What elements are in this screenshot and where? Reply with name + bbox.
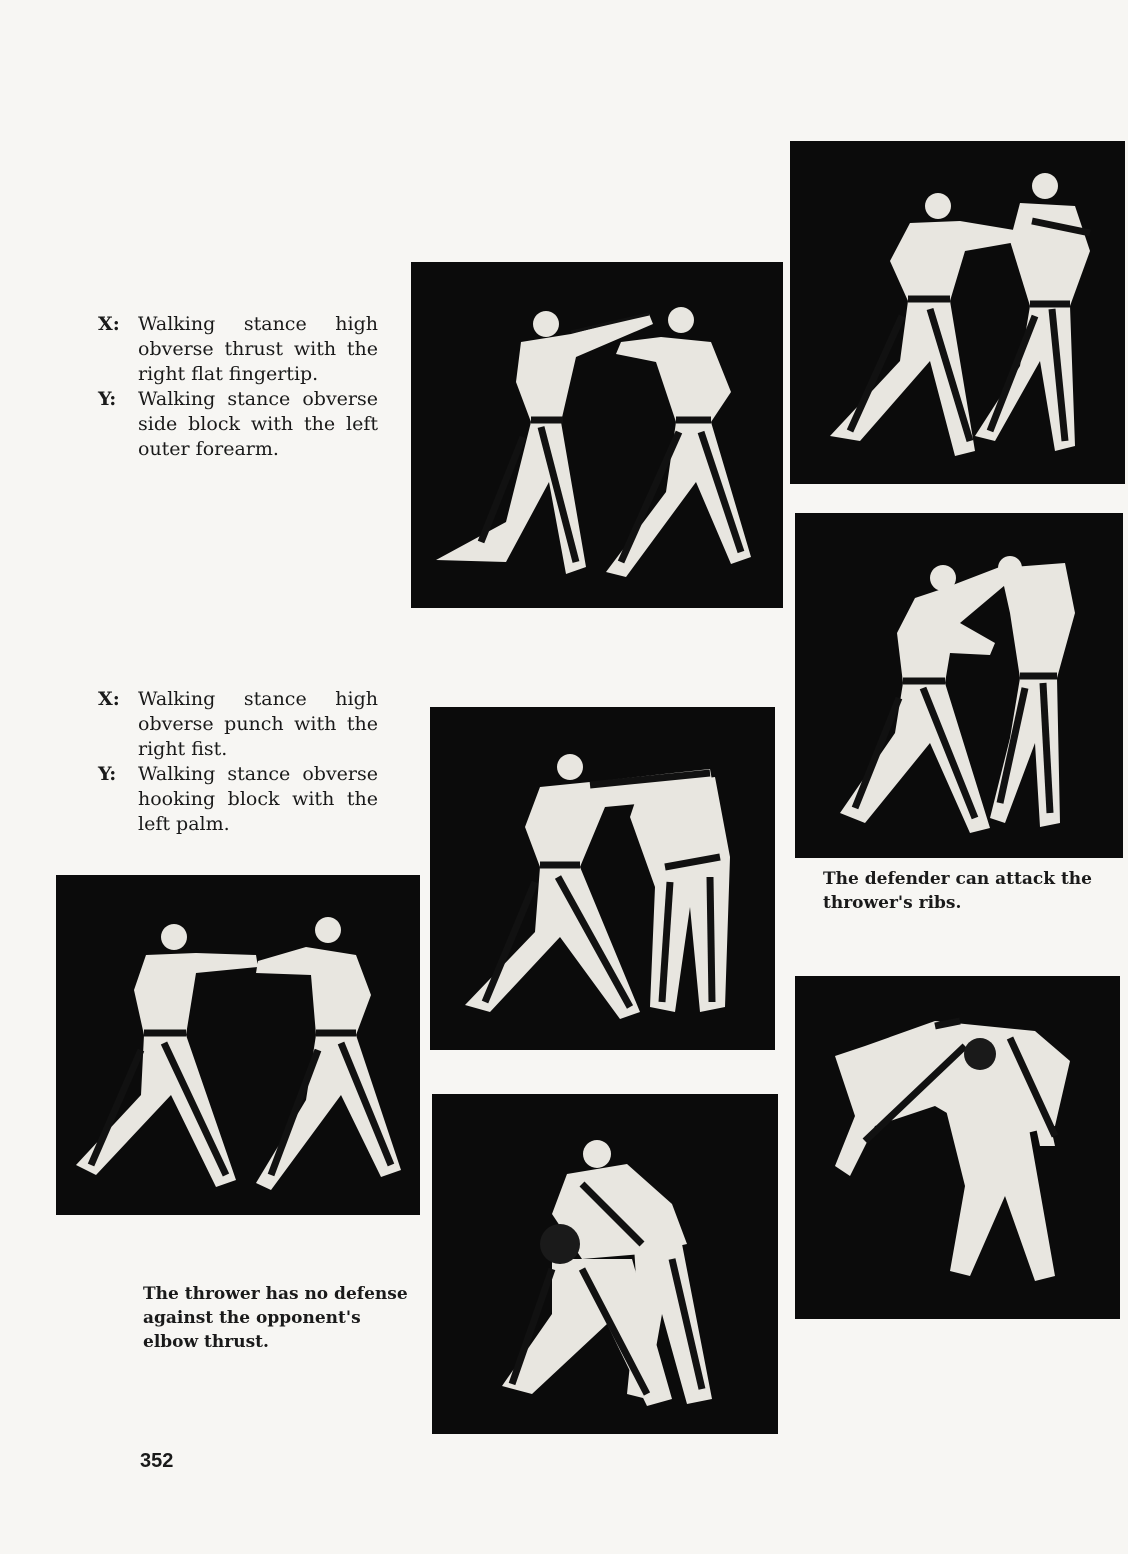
photo-defender-attack	[795, 513, 1123, 858]
caption-x-text: Walking stance high obverse punch with the right fist.	[138, 688, 378, 760]
page-number: 352	[140, 1450, 174, 1472]
martial-artists-figure	[411, 262, 783, 608]
photo-fist-punch	[56, 875, 420, 1215]
photo-throw	[795, 976, 1120, 1319]
caption-y-label: Y:	[98, 388, 117, 410]
caption-y-text: Walking stance obverse hooking block with the left palm.	[138, 763, 378, 835]
caption-x-label: X:	[98, 313, 120, 335]
note-thrower: The thrower has no defense against the opponent's elbow thrust.	[143, 1284, 408, 1352]
photo-fingertip-thrust	[411, 262, 783, 608]
photo-defender-grab	[790, 141, 1125, 484]
caption-x-label: X:	[98, 688, 120, 710]
caption-block-fingertip-thrust	[98, 312, 378, 462]
note-defender: The defender can attack the thrower's ribs.	[823, 869, 1092, 913]
caption-y-text: Walking stance obverse side block with the left outer forearm.	[138, 388, 378, 460]
photo-hooking-block	[430, 707, 775, 1050]
caption-y-label: Y:	[98, 763, 117, 785]
caption-x-text: Walking stance high obverse thrust with the right flat fingertip.	[138, 313, 378, 385]
photo-elbow-thrust	[432, 1094, 778, 1434]
caption-block-fist-punch	[98, 687, 378, 837]
